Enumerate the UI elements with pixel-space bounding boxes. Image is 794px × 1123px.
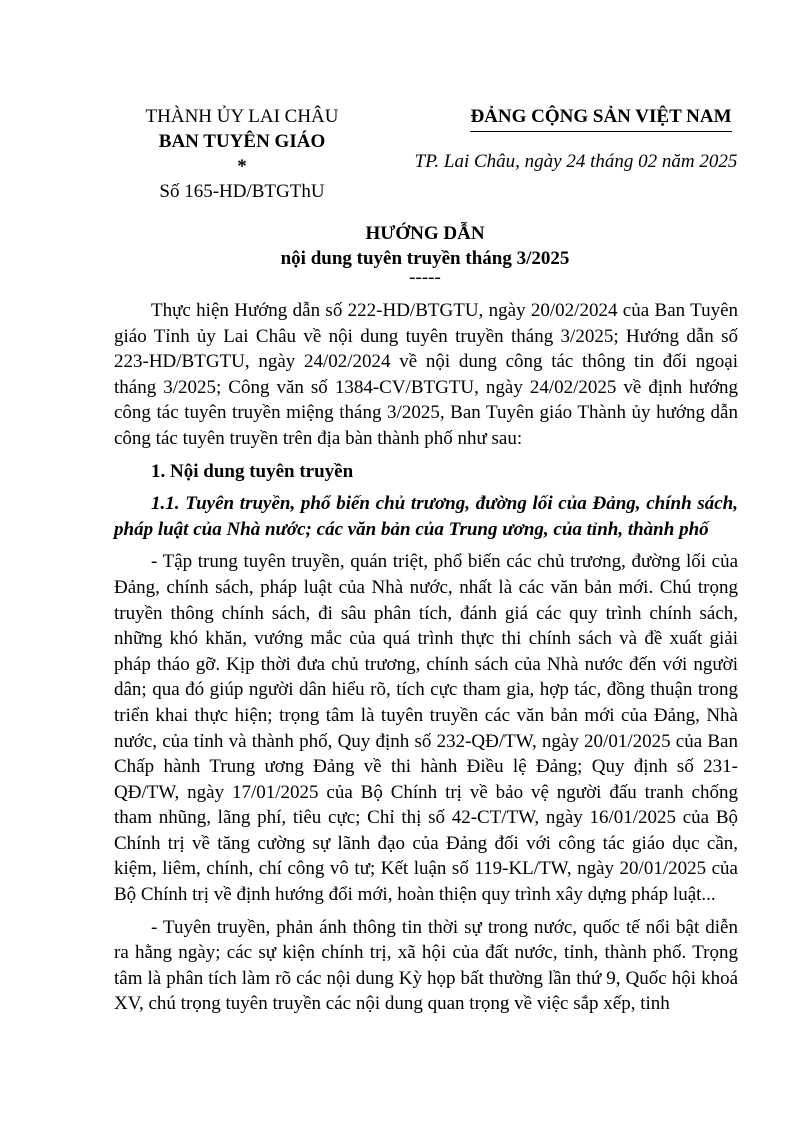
document-title-block: [100, 221, 750, 288]
place-date: TP. Lai Châu, ngày 24 tháng 02 năm 2025: [414, 151, 738, 172]
document-title: HƯỚNG DẪN: [365, 223, 485, 244]
party-name: ĐẢNG CỘNG SẢN VIỆT NAM: [470, 104, 731, 132]
body-paragraph: - Tập trung tuyên truyền, quán triệt, phổ biến các chủ trương, đường lối của Đảng, chính sách, pháp luật của Nhà nước, nhất là các văn bản mới. Chú trọng truyền thông chính sách, đi sâu phân tích, đánh giá các quy trình chính sách, những khó khăn, vướng mắc của quá trình thực thi chính sách và đề xuất giải pháp tháo gỡ. Kịp thời đưa chủ trương, chính sách của Nhà nước đến với người dân; qua đó giúp người dân hiểu rõ, tích cực tham gia, hợp tác, đồng thuận trong triển khai thực hiện; trọng tâm là tuyên truyền các văn bản mới của Đảng, Nhà nước, của tỉnh và thành phố, Quy định số 232-QĐ/TW, ngày 20/01/2025 của Ban Chấp hành Trung ương Đảng về thi hành Điều lệ Đảng; Quy định số 231-QĐ/TW, ngày 17/01/2025 của Bộ Chính trị về bảo vệ người đấu tranh chống tham nhũng, lãng phí, tiêu cực; Chỉ thị số 42-CT/TW, ngày 16/01/2025 của Bộ Chính trị về tăng cường sự lãnh đạo của Đảng đối với công tác giáo dục cần, kiệm, liêm, chính, chí công vô tư; Kết luận số 119-KL/TW, ngày 20/01/2025 của Bộ Chính trị về định hướng đổi mới, hoàn thiện quy trình xây dựng pháp luật...: [114, 551, 738, 906]
issuer-org-line2: BAN TUYÊN GIÁO: [158, 131, 326, 152]
section-1-heading: 1. Nội dung tuyên truyền: [151, 460, 354, 482]
section-1-1-heading: 1.1. Tuyên truyền, phổ biến chủ trương, đường lối của Đảng, chính sách, pháp luật của Nhà nước; các văn bản của Trung ương, của tỉnh, thành phố: [114, 493, 738, 540]
document-body: [114, 298, 738, 1024]
document-subtitle: nội dung tuyên truyền tháng 3/2025: [280, 248, 570, 269]
issuer-org-line1: THÀNH ỦY LAI CHÂU: [145, 106, 339, 127]
issuer-block: [118, 104, 366, 204]
issuer-star: *: [237, 156, 247, 177]
national-header-block: [380, 104, 742, 174]
intro-paragraph: Thực hiện Hướng dẫn số 222-HD/BTGTU, ngày 20/02/2024 của Ban Tuyên giáo Tỉnh ủy Lai Châu về nội dung tuyên truyền tháng 3/2025; Hướng dẫn số 223-HD/BTGTU, ngày 24/02/2024 về nội dung công tác thông tin đối ngoại tháng 3/2025; Công văn số 1384-CV/BTGTU, ngày 24/02/2025 về định hướng công tác tuyên truyền miệng tháng 3/2025, Ban Tuyên giáo Thành ủy hướng dẫn công tác tuyên truyền trên địa bàn thành phố như sau:: [114, 300, 738, 449]
document-number: Số 165-HD/BTGThU: [159, 181, 325, 202]
title-separator: -----: [409, 267, 441, 288]
body-paragraph: - Tuyên truyền, phản ánh thông tin thời sự trong nước, quốc tế nổi bật diễn ra hằng ngày; các sự kiện chính trị, xã hội của đất nước, tỉnh, thành phố. Trọng tâm là phân tích làm rõ các nội dung Kỳ họp bất thường lần thứ 9, Quốc hội khoá XV, chú trọng tuyên truyền các nội dung quan trọng về việc sắp xếp, tinh: [114, 916, 738, 1015]
